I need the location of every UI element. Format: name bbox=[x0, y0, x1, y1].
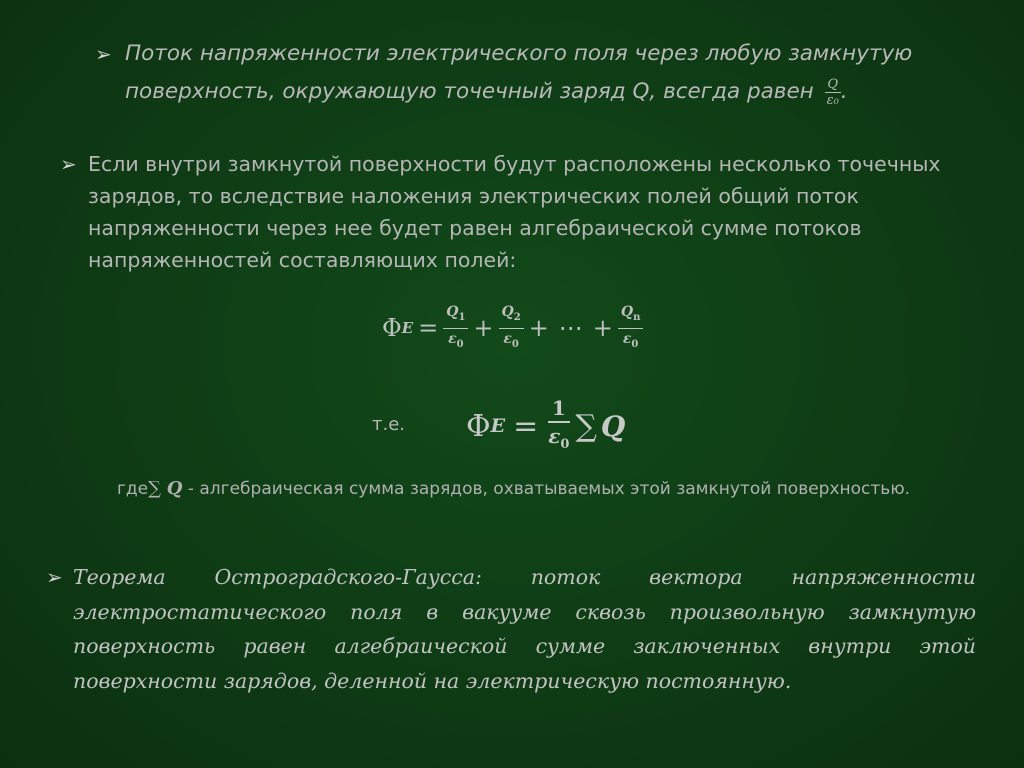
equals-sign: = bbox=[418, 314, 439, 342]
equation-gauss-law bbox=[466, 394, 625, 458]
term-qn: $\frac{Q_n}{\varepsilon_0}$ bbox=[618, 302, 643, 355]
plus-sign: + bbox=[473, 314, 494, 342]
equation-flux-sum bbox=[382, 300, 643, 356]
theorem-statement bbox=[46, 560, 976, 698]
sum-icon: ∑ bbox=[575, 408, 597, 444]
term-q1: $\frac{Q_1}{\varepsilon_0}$ bbox=[443, 302, 468, 355]
plus-sign: + bbox=[592, 314, 613, 342]
flux-symbol: Φ bbox=[466, 408, 491, 444]
bullet-flux-point-charge bbox=[95, 35, 955, 111]
fraction-one-over-eps0: $\frac{1}{\varepsilon_0}$ bbox=[548, 395, 570, 452]
fraction-denominator: ε₀ bbox=[826, 92, 839, 108]
bullet-text: Поток напряженности электрического поля через любую замкнутую поверхность, окружающую точечный заряд Q, всегда равен bbox=[125, 41, 913, 104]
bullet-arrow-icon: ➢ bbox=[46, 565, 63, 589]
flux-subscript: E bbox=[401, 319, 414, 337]
fraction-numerator: Q bbox=[825, 77, 841, 93]
flux-symbol: Φ bbox=[382, 314, 402, 342]
bullet-arrow-icon: ➢ bbox=[95, 42, 112, 66]
flux-subscript: E bbox=[490, 415, 506, 437]
ellipsis: ⋯ bbox=[558, 314, 583, 342]
sum-q-symbol: ∑ Q bbox=[148, 478, 183, 499]
plus-sign: + bbox=[528, 314, 549, 342]
where-note: где∑ Q - алгебраическая сумма зарядов, охватываемых этой замкнутой поверхностью. bbox=[117, 478, 911, 499]
bullet-text: Если внутри замкнутой поверхности будут расположены несколько точечных зарядов, то вследствие наложения электрических полей общий поток напряженности через нее будет равен алгебраической сумме потоков напряженностей составляющих полей: bbox=[88, 152, 941, 272]
theorem-text: Теорема Остроградского-Гаусса: поток вектора напряженности электростатического поля в вакууме сквозь произвольную замкнутую поверхность равен алгебраической сумме заключенных внутри этой поверхности зарядов, деленной на электрическую постоянную. bbox=[73, 565, 976, 693]
fraction-q-over-eps0 bbox=[825, 77, 841, 108]
bullet-arrow-icon: ➢ bbox=[60, 152, 77, 176]
bullet-superposition bbox=[60, 148, 960, 276]
sentence-end: . bbox=[840, 79, 848, 104]
ie-label: т.е. bbox=[372, 414, 406, 435]
term-q2: $\frac{Q_2}{\varepsilon_0}$ bbox=[499, 302, 524, 355]
equals-sign: = bbox=[513, 408, 539, 444]
charge-symbol: Q bbox=[600, 409, 626, 443]
